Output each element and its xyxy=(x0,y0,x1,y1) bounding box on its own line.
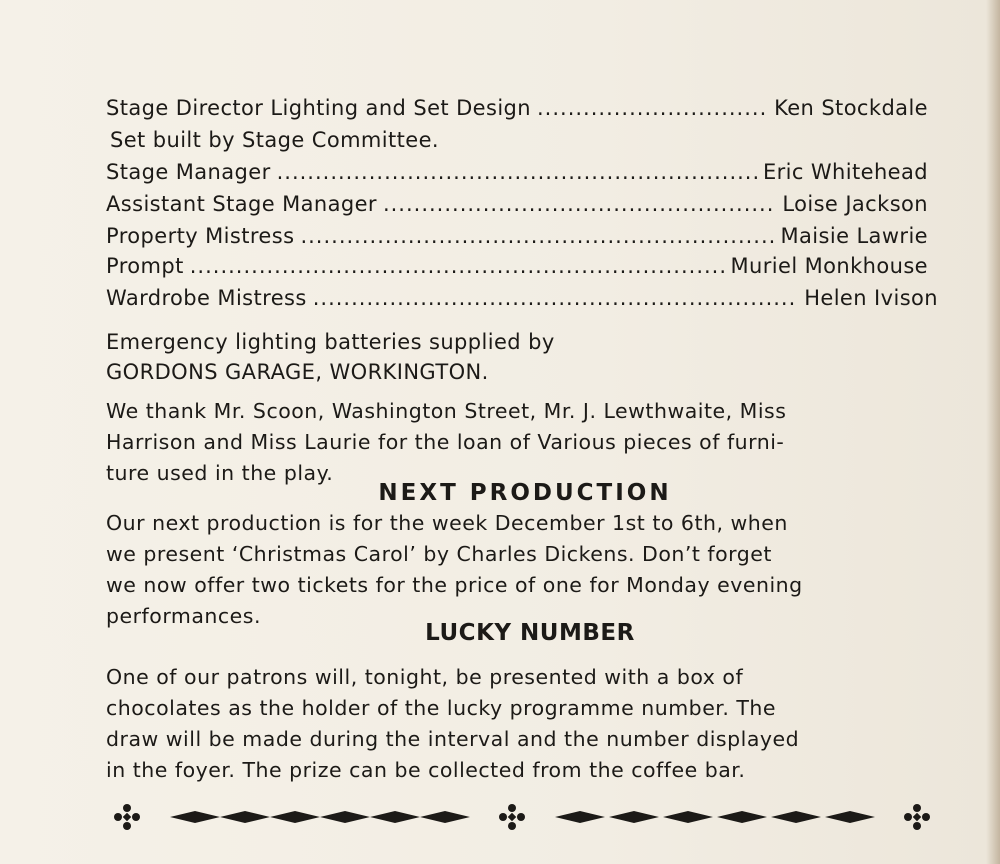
credit-role: Property Mistress xyxy=(106,224,295,248)
next-production-line: Our next production is for the week December 1st to 6th, when xyxy=(106,511,788,535)
credit-stage-manager xyxy=(106,160,928,192)
credit-role: Stage Manager xyxy=(106,160,271,184)
credit-wardrobe-mistress xyxy=(106,286,938,318)
credit-name: Eric Whitehead xyxy=(762,160,928,184)
thanks-line: We thank Mr. Scoon, Washington Street, Mr. J. Lewthwaite, Miss xyxy=(106,399,787,423)
lucky-number-paragraph xyxy=(106,662,936,786)
credit-name: Loise Jackson xyxy=(782,192,928,216)
leader-dots xyxy=(190,254,725,278)
lighting-supplier: GORDONS GARAGE, WORKINGTON. xyxy=(106,360,489,384)
leader-dots xyxy=(300,224,774,248)
credit-property-mistress xyxy=(106,224,928,256)
credit-name: Ken Stockdale xyxy=(774,96,928,120)
credit-role: Wardrobe Mistress xyxy=(106,286,307,310)
lighting-note: Emergency lighting batteries supplied by xyxy=(106,330,555,354)
thanks-paragraph xyxy=(106,396,936,489)
thanks-line: Harrison and Miss Laurie for the loan of Various pieces of furni- xyxy=(106,430,785,454)
ornamental-border xyxy=(112,802,932,832)
credit-name: Maisie Lawrie xyxy=(780,224,928,248)
credit-stage-director xyxy=(106,96,928,128)
credit-prompt xyxy=(106,254,928,286)
diamond-rule-icon xyxy=(170,807,470,827)
fleuron-icon xyxy=(497,802,527,832)
page-edge-shadow xyxy=(986,0,1000,864)
next-production-line: performances. xyxy=(106,604,261,628)
next-production-paragraph xyxy=(106,508,936,632)
fleuron-icon xyxy=(902,802,932,832)
thanks-line: ture used in the play. xyxy=(106,461,334,485)
leader-dots xyxy=(313,286,798,310)
leader-dots xyxy=(537,96,768,120)
credit-name: Muriel Monkhouse xyxy=(730,254,928,278)
credit-role: Assistant Stage Manager xyxy=(106,192,377,216)
credit-assistant-stage-manager xyxy=(106,192,928,224)
lucky-number-line: in the foyer. The prize can be collected from the coffee bar. xyxy=(106,758,746,782)
diamond-rule-icon xyxy=(555,807,875,827)
lucky-number-line: chocolates as the holder of the lucky programme number. The xyxy=(106,696,777,720)
lucky-number-line: One of our patrons will, tonight, be presented with a box of xyxy=(106,665,744,689)
lucky-number-line: draw will be made during the interval and the number displayed xyxy=(106,727,800,751)
credit-name: Helen Ivison xyxy=(804,286,938,310)
next-production-line: we present ‘Christmas Carol’ by Charles Dickens. Don’t forget xyxy=(106,542,772,566)
credit-role: Prompt xyxy=(106,254,184,278)
leader-dots xyxy=(277,160,757,184)
credit-role: Stage Director Lighting and Set Design xyxy=(106,96,531,120)
leader-dots xyxy=(383,192,776,216)
next-production-line: we now offer two tickets for the price of one for Monday evening xyxy=(106,573,803,597)
lucky-number-heading: LUCKY NUMBER xyxy=(425,620,635,646)
set-built-by: Set built by Stage Committee. xyxy=(110,128,440,152)
next-production-heading: NEXT PRODUCTION xyxy=(378,480,672,506)
fleuron-icon xyxy=(112,802,142,832)
